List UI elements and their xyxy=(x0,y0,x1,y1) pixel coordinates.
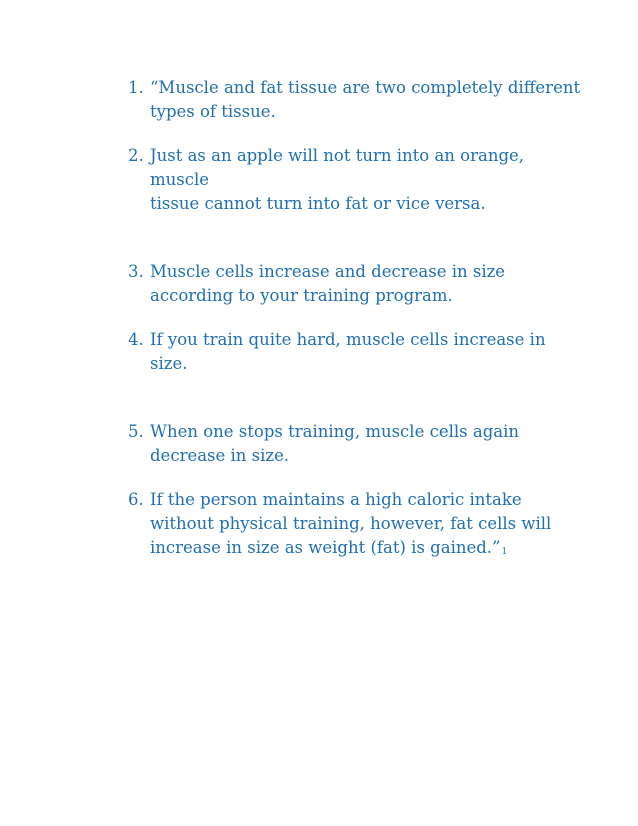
list-item xyxy=(128,488,588,564)
list-item xyxy=(128,260,588,308)
list-item xyxy=(128,328,588,376)
list-item-number: 5. xyxy=(128,422,144,441)
numbered-list xyxy=(128,76,588,564)
footnote-mark: 1 xyxy=(501,547,508,557)
list-item-body: If the person maintains a high caloric intake without physical training, however, fat cells will increase in size as weight (fat) is gained.” xyxy=(150,490,552,557)
list-item-number: 1. xyxy=(128,78,144,97)
list-item-number: 6. xyxy=(128,490,144,509)
list-item-number: 2. xyxy=(128,146,144,165)
list-item-text: Muscle cells increase and decrease in size according to your training program. xyxy=(150,262,506,305)
list-item-text: Just as an apple will not turn into an orange, muscle tissue cannot turn into fat or vice versa. xyxy=(150,146,525,213)
list-item-text: If you train quite hard, muscle cells increase in size. xyxy=(150,330,546,373)
list-item xyxy=(128,420,588,468)
list-item-text xyxy=(150,488,588,564)
list-item xyxy=(128,76,588,124)
list-item-text: “Muscle and fat tissue are two completely different types of tissue. xyxy=(150,78,581,121)
list-item-number: 4. xyxy=(128,330,144,349)
list-item-number: 3. xyxy=(128,262,144,281)
list-item xyxy=(128,144,588,216)
list-item-text: When one stops training, muscle cells again decrease in size. xyxy=(150,422,519,465)
